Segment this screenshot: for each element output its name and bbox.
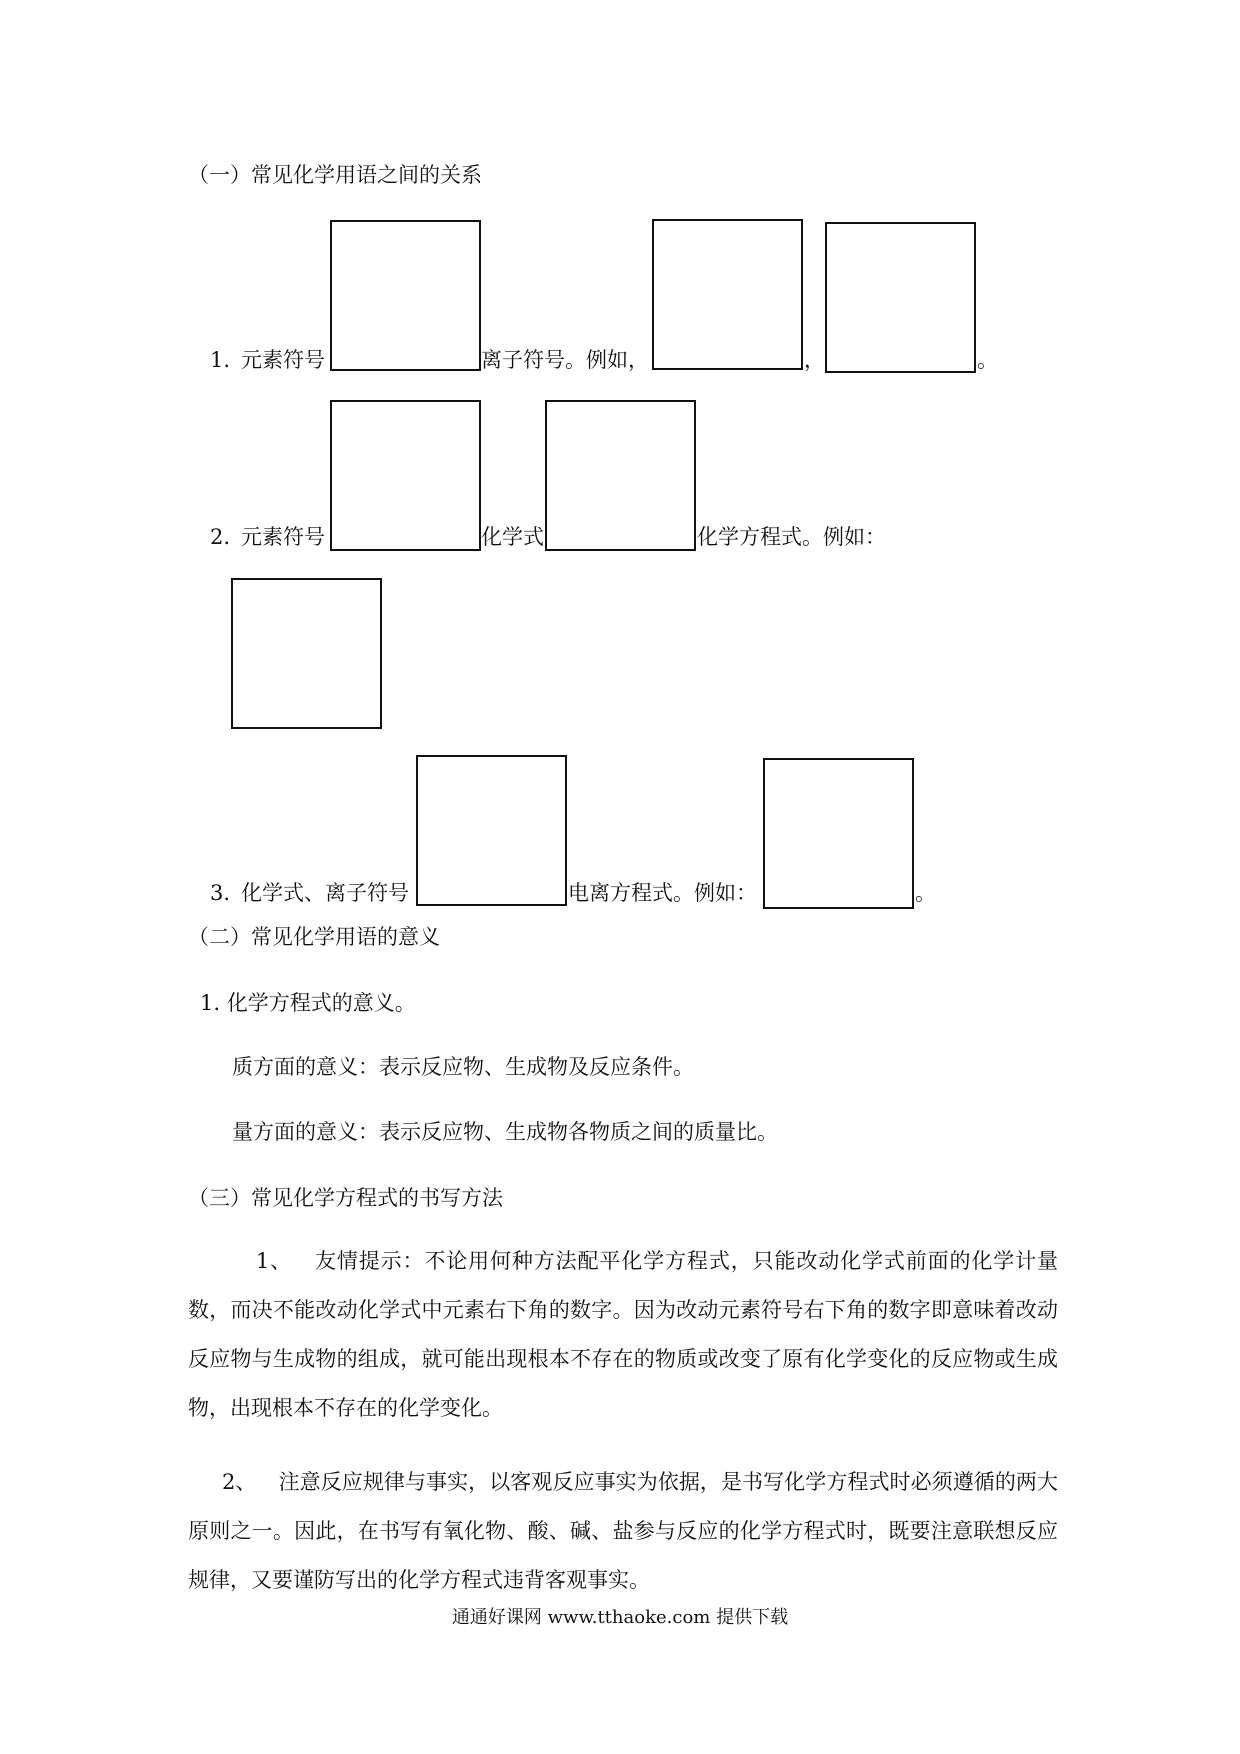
image-box-element-to-ion-arrow — [330, 220, 481, 371]
paragraph-1 — [188, 1237, 1058, 1433]
quality-meaning: 质方面的意义：表示反应物、生成物及反应条件。 — [232, 1055, 694, 1079]
item-3-number: 3. — [210, 881, 231, 905]
image-box-formula-to-equation-arrow — [545, 400, 696, 551]
image-box-ion-example-1 — [652, 219, 803, 370]
item-1-comma: ， — [804, 348, 825, 372]
section-2-heading: （二）常见化学用语的意义 — [188, 925, 440, 949]
paragraph-2-number: 2、 — [222, 1470, 257, 1494]
item-1-text-ion-symbol: 离子符号。例如， — [481, 348, 649, 372]
paragraph-1-text: 友情提示：不论用何种方法配平化学方程式，只能改动化学式前面的化学计量数，而决不能改动化学式中元素右下角的数字。因为改动元素符号右下角的数字即意味着改动反应物与生成物的组成，就可能出现根本不存在的物质或改变了原有化学变化的反应物或生成物，出现根本不存在的化学变化。 — [188, 1249, 1058, 1420]
paragraph-2 — [188, 1458, 1058, 1605]
page-footer: 通通好课网 www.tthaoke.com 提供下载 — [451, 1607, 789, 1628]
paragraph-2-text: 注意反应规律与事实，以客观反应事实为依据，是书写化学方程式时必须遵循的两大原则之一。因此，在书写有氧化物、酸、碱、盐参与反应的化学方程式时，既要注意联想反应规律，又要谨防写出的化学方程式违背客观事实。 — [188, 1470, 1058, 1592]
quantity-meaning: 量方面的意义：表示反应物、生成物各物质之间的质量比。 — [232, 1120, 778, 1144]
item-3-text-formula-ion: 化学式、离子符号 — [241, 881, 409, 905]
item-3-text-ionization-equation: 电离方程式。例如： — [568, 881, 757, 905]
section-2-item-1: 1. 化学方程式的意义。 — [200, 991, 416, 1015]
section-3-heading: （三）常见化学方程式的书写方法 — [188, 1186, 503, 1210]
item-1-text-element-symbol: 元素符号 — [241, 348, 325, 372]
item-2-text-chemical-equation: 化学方程式。例如： — [697, 525, 886, 549]
item-2-text-chemical-formula: 化学式 — [481, 525, 544, 549]
image-box-ionization-arrow — [416, 755, 567, 906]
item-3-period: 。 — [915, 881, 936, 905]
section-1-heading: （一）常见化学用语之间的关系 — [188, 163, 482, 187]
image-box-element-to-formula-arrow — [330, 400, 481, 551]
image-box-equation-example — [231, 578, 382, 729]
item-1-number: 1. — [210, 348, 231, 372]
paragraph-1-number: 1、 — [256, 1249, 293, 1273]
image-box-ion-example-2 — [825, 222, 976, 373]
image-box-ionization-example — [763, 758, 914, 909]
item-1-period: 。 — [977, 348, 998, 372]
item-2-text-element-symbol: 元素符号 — [241, 525, 325, 549]
item-2-number: 2. — [210, 525, 231, 549]
